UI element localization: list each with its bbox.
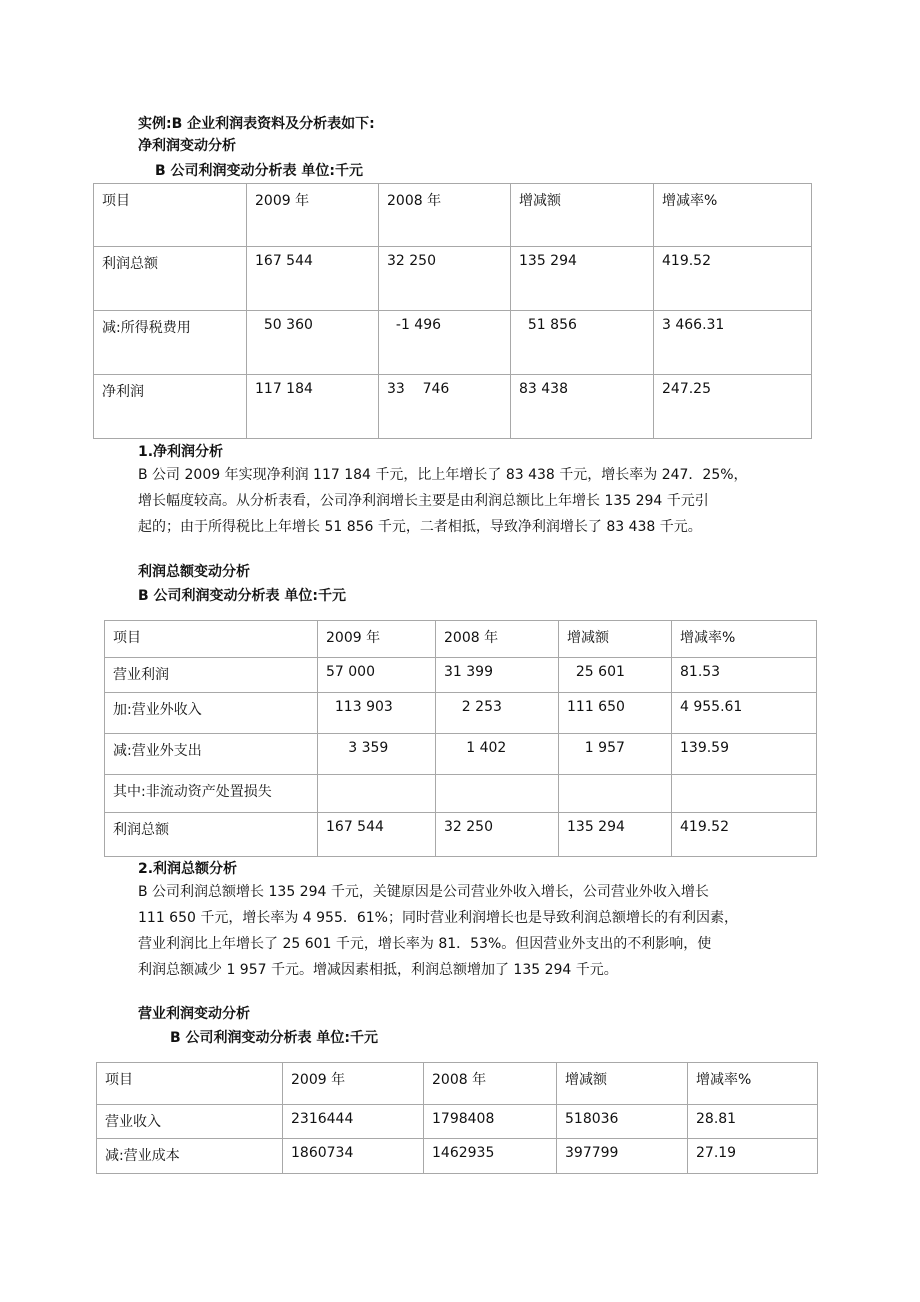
- table-cell: -1 496: [379, 311, 511, 375]
- net-profit-table: [93, 183, 812, 439]
- paragraph-line: 111 650 千元，增长率为 4 955．61%；同时营业利润增长也是导致利润总额增长的有利因素，: [138, 910, 738, 926]
- paragraph-line: 营业利润比上年增长了 25 601 千元，增长率为 81．53%。但因营业外支出的不利影响，使: [138, 936, 712, 952]
- table-cell: 减:营业外支出: [105, 734, 318, 775]
- paragraph-line: 增长幅度较高。从分析表看，公司净利润增长主要是由利润总额比上年增长 135 294 千元引: [138, 493, 709, 509]
- header-cell: 2008 年: [436, 621, 559, 658]
- table-cell: 加:营业外收入: [105, 693, 318, 734]
- table-cell: 4 955.61: [672, 693, 817, 734]
- table-cell: 27.19: [688, 1139, 818, 1174]
- table-cell: 营业收入: [97, 1105, 283, 1139]
- table-row: [105, 734, 817, 775]
- section1-table-title: B 公司利润变动分析表 单位:千元: [155, 163, 364, 179]
- table-cell: 2316444: [283, 1105, 424, 1139]
- table-cell: [436, 775, 559, 813]
- paragraph-line: 起的；由于所得税比上年增长 51 856 千元，二者相抵，导致净利润增长了 83 438 千元。: [138, 519, 702, 535]
- table-cell: 57 000: [318, 658, 436, 693]
- table-cell: 419.52: [672, 813, 817, 857]
- paragraph-line: B 公司利润总额增长 135 294 千元，关键原因是公司营业外收入增长，公司营业外收入增长: [138, 884, 709, 900]
- table-cell: 2 253: [436, 693, 559, 734]
- header-cell: 2009 年: [283, 1063, 424, 1105]
- table-cell: 111 650: [559, 693, 672, 734]
- intro-text: 实例:B 企业利润表资料及分析表如下:: [138, 116, 375, 132]
- table-cell: 50 360: [247, 311, 379, 375]
- table-cell: 减:营业成本: [97, 1139, 283, 1174]
- operating-profit-table: [96, 1062, 818, 1174]
- table-cell: 51 856: [511, 311, 654, 375]
- table-cell: 利润总额: [105, 813, 318, 857]
- table-cell: 31 399: [436, 658, 559, 693]
- table-cell: 3 466.31: [654, 311, 812, 375]
- header-cell: 增减率%: [688, 1063, 818, 1105]
- header-cell: 增减额: [511, 184, 654, 247]
- header-cell: 项目: [97, 1063, 283, 1105]
- section2-heading: 利润总额变动分析: [138, 564, 250, 580]
- table-cell: 其中:非流动资产处置损失: [105, 775, 318, 813]
- table-cell: 117 184: [247, 375, 379, 439]
- table-cell: 135 294: [559, 813, 672, 857]
- section2-table-title: B 公司利润变动分析表 单位:千元: [138, 588, 347, 604]
- header-cell: 2008 年: [379, 184, 511, 247]
- table-row: [94, 311, 812, 375]
- table-cell: 135 294: [511, 247, 654, 311]
- table-cell: 139.59: [672, 734, 817, 775]
- paragraph-line: B 公司 2009 年实现净利润 117 184 千元，比上年增长了 83 438 千元，增长率为 247．25%，: [138, 467, 748, 483]
- table-row: [97, 1105, 818, 1139]
- header-cell: 增减额: [559, 621, 672, 658]
- table-cell: 32 250: [436, 813, 559, 857]
- table-cell: 1462935: [424, 1139, 557, 1174]
- table-cell: [559, 775, 672, 813]
- header-cell: 2009 年: [247, 184, 379, 247]
- table-row: [94, 375, 812, 439]
- table-row: [105, 813, 817, 857]
- table-header-row: [97, 1063, 818, 1105]
- table-header-row: [105, 621, 817, 658]
- table-cell: 81.53: [672, 658, 817, 693]
- table-cell: 167 544: [247, 247, 379, 311]
- table-cell: 1 402: [436, 734, 559, 775]
- analysis1-heading: 1.净利润分析: [138, 444, 224, 460]
- table-row: [94, 247, 812, 311]
- table-cell: 减:所得税费用: [94, 311, 247, 375]
- table-cell: 397799: [557, 1139, 688, 1174]
- table-cell: 净利润: [94, 375, 247, 439]
- table-cell: 419.52: [654, 247, 812, 311]
- table-cell: 32 250: [379, 247, 511, 311]
- total-profit-table: [104, 620, 817, 857]
- analysis2-paragraph: [138, 879, 738, 983]
- header-cell: 2008 年: [424, 1063, 557, 1105]
- section1-heading: 净利润变动分析: [138, 138, 236, 154]
- analysis1-paragraph: [138, 462, 748, 540]
- table-row: [105, 693, 817, 734]
- section3-table-title: B 公司利润变动分析表 单位:千元: [170, 1030, 379, 1046]
- header-cell: 增减率%: [654, 184, 812, 247]
- table-row: [105, 658, 817, 693]
- table-cell: 247.25: [654, 375, 812, 439]
- table-cell: [672, 775, 817, 813]
- table-cell: 28.81: [688, 1105, 818, 1139]
- header-cell: 增减额: [557, 1063, 688, 1105]
- table-cell: 167 544: [318, 813, 436, 857]
- table-cell: 83 438: [511, 375, 654, 439]
- table-cell: [318, 775, 436, 813]
- header-cell: 项目: [105, 621, 318, 658]
- section3-heading: 营业利润变动分析: [138, 1006, 250, 1022]
- analysis2-heading: 2.利润总额分析: [138, 861, 238, 877]
- table-cell: 3 359: [318, 734, 436, 775]
- table-cell: 营业利润: [105, 658, 318, 693]
- table-cell: 518036: [557, 1105, 688, 1139]
- header-cell: 2009 年: [318, 621, 436, 658]
- paragraph-line: 利润总额减少 1 957 千元。增减因素相抵，利润总额增加了 135 294 千元。: [138, 962, 618, 978]
- table-cell: 25 601: [559, 658, 672, 693]
- table-cell: 1860734: [283, 1139, 424, 1174]
- table-cell: 113 903: [318, 693, 436, 734]
- header-cell: 项目: [94, 184, 247, 247]
- table-cell: 1 957: [559, 734, 672, 775]
- table-row: [97, 1139, 818, 1174]
- table-cell: 利润总额: [94, 247, 247, 311]
- table-row: [105, 775, 817, 813]
- table-cell: 1798408: [424, 1105, 557, 1139]
- table-header-row: [94, 184, 812, 247]
- header-cell: 增减率%: [672, 621, 817, 658]
- table-cell: 33 746: [379, 375, 511, 439]
